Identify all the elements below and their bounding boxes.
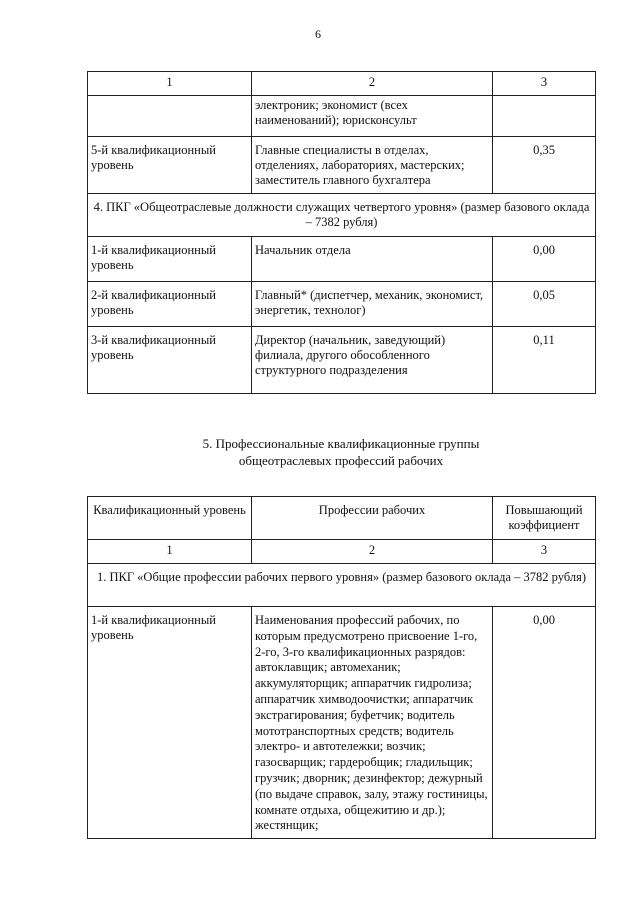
column-number-3: 3 [493,540,596,564]
group-title-row [88,564,596,607]
positions-cell: Начальник отдела [252,237,493,282]
coefficient-cell: 0,05 [493,282,596,327]
level-cell: 5-й квалификационный уровень [88,137,252,194]
table-worker-professions [87,496,596,839]
group-title: 1. ПКГ «Общие профессии рабочих первого уровня» (размер базового оклада – 3782 рубля) [88,564,596,607]
professions-cell: Наименования профессий рабочих, по которым предусмотрено присвоение 1-го, 2-го, 3-го квалификационных разрядов: автоклавщик; автомеханик; аккумуляторщик; аппаратчик гидролиза; аппаратчик химводоочистки; аппаратчик экстрагирования; буфетчик; водитель мототранспортных средств; водитель электро- и автотележки; возчик; газосварщик; гардеробщик; гладильщик; грузчик; дворник; дезинфектор; дежурный (по выдаче справок, залу, этажу гостиницы, комнате отдыха, общежитию и др.); жестянщик; [252,607,493,839]
table-office-positions [87,71,596,394]
positions-cell: Главный* (диспетчер, механик, экономист, энергетик, технолог) [252,282,493,327]
coefficient-cell: 0,00 [493,607,596,839]
section-title-line: 5. Профессиональные квалификационные группы [202,436,480,451]
coefficient-cell: 0,00 [493,237,596,282]
group-title-row [88,194,596,237]
table-row [88,237,596,282]
column-header-coefficient: Повышающий коэффициент [493,497,596,540]
section-title [87,435,595,469]
table-row [88,327,596,394]
column-header-professions: Профессии рабочих [252,497,493,540]
table-row [88,96,596,137]
level-cell: 3-й квалификационный уровень [88,327,252,394]
column-number-2: 2 [252,72,493,96]
column-number-1: 1 [88,72,252,96]
table-header-row [88,72,596,96]
coefficient-cell: 0,35 [493,137,596,194]
level-cell: 1-й квалификационный уровень [88,607,252,839]
table-header-row [88,497,596,540]
positions-cell: Директор (начальник, заведующий) филиала, другого обособленного структурного подразделения [252,327,493,394]
group-title: 4. ПКГ «Общеотраслевые должности служащих четвертого уровня» (размер базового оклада – 7382 рубля) [88,194,596,237]
coefficient-cell [493,96,596,137]
table-row [88,282,596,327]
level-cell: 1-й квалификационный уровень [88,237,252,282]
positions-cell: электроник; экономист (всех наименований); юрисконсульт [252,96,493,137]
level-cell [88,96,252,137]
column-number-3: 3 [493,72,596,96]
section-title-line: общеотраслевых профессий рабочих [238,453,444,468]
coefficient-cell: 0,11 [493,327,596,394]
column-number-2: 2 [252,540,493,564]
table-row [88,607,596,839]
positions-cell: Главные специалисты в отделах, отделениях, лабораториях, мастерских; заместитель главного бухгалтера [252,137,493,194]
table-row [88,137,596,194]
column-header-level: Квалификационный уровень [88,497,252,540]
column-number-row [88,540,596,564]
level-cell: 2-й квалификационный уровень [88,282,252,327]
column-number-1: 1 [88,540,252,564]
page-number: 6 [315,27,321,41]
